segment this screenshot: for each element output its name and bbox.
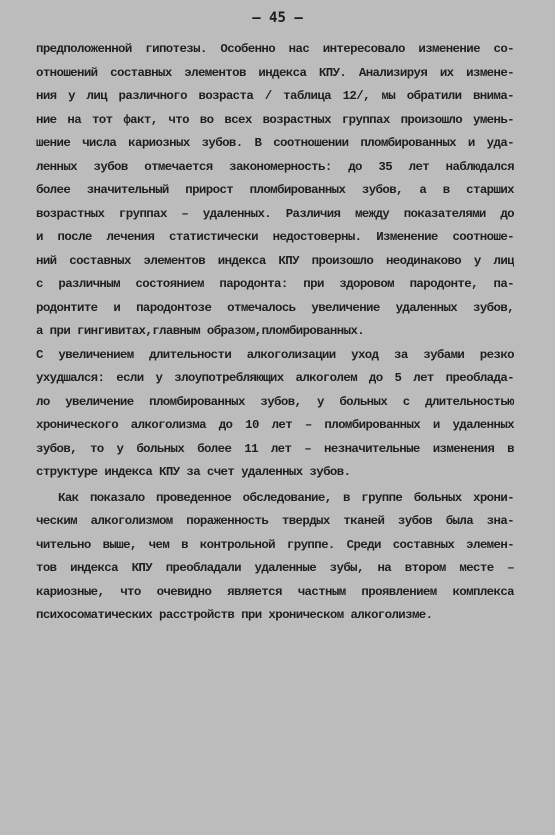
- text-line: ний составных элементов индекса КПУ произошло неодинаково у лиц: [36, 253, 514, 268]
- text-line: и после лечения статистически недостоверны. Изменение соотноше-: [36, 230, 514, 244]
- paragraph-1: [36, 38, 514, 344]
- text-line: предположенной гипотезы. Особенно нас интересовало изменение со-: [36, 42, 514, 56]
- text-line: ухудшался: если у злоупотребляющих алкоголем до 5 лет преоблада-: [36, 371, 514, 385]
- text-line: возрастных группах – удаленных. Различия между показателями до: [36, 206, 514, 221]
- text-line: С увеличением длительности алкоголизации уход за зубами резко: [36, 347, 514, 362]
- text-line: с различным состоянием пародонта: при здоровом пародонте, па-: [36, 277, 514, 291]
- text-line: ческим алкоголизмом пораженность твердых тканей зубов была зна-: [36, 514, 514, 528]
- text-line: ние на тот факт, что во всех возрастных группах произошло умень-: [36, 112, 514, 127]
- text-line: хронического алкоголизма до 10 лет – пломбированных и удаленных: [36, 418, 514, 432]
- text-line: более значительный прирост пломбированных зубов, а в старших: [36, 183, 514, 197]
- text-line: ло увеличение пломбированных зубов, у больных с длительностью: [36, 394, 514, 409]
- text-line: ленных зубов отмечается закономерность: до 35 лет наблюдался: [36, 159, 514, 174]
- text-line: ния у лиц различного возраста / таблица 12/, мы обратили внима-: [36, 89, 514, 103]
- paragraph-3: [36, 487, 514, 628]
- text-line: структуре индекса КПУ за счет удаленных зубов.: [36, 465, 351, 479]
- text-line: тов индекса КПУ преобладали удаленные зубы, на втором месте –: [36, 561, 514, 575]
- paragraph-2: [36, 344, 514, 485]
- text-line: зубов, то у больных более 11 лет – незначительные изменения в: [36, 441, 514, 456]
- text-line: кариозные, что очевидно является частным проявлением комплекса: [36, 584, 514, 599]
- text-line: а при гингивитах,главным образом,пломбированных.: [36, 324, 365, 338]
- text-line: родонтите и пародонтозе отмечалось увеличение удаленных зубов,: [36, 300, 514, 315]
- text-line: чительно выше, чем в контрольной группе. Среди составных элемен-: [36, 537, 514, 552]
- text-line: психосоматических расстройств при хроническом алкоголизме.: [36, 608, 433, 622]
- text-line: отношений составных элементов индекса КПУ. Анализируя их измене-: [36, 65, 514, 80]
- page-number: – 45 –: [252, 10, 303, 26]
- body-text: [36, 38, 514, 628]
- text-line: шение числа кариозных зубов. В соотношении пломбированных и уда-: [36, 136, 514, 150]
- text-line: Как показало проведенное обследование, в группе больных хрони-: [58, 490, 514, 505]
